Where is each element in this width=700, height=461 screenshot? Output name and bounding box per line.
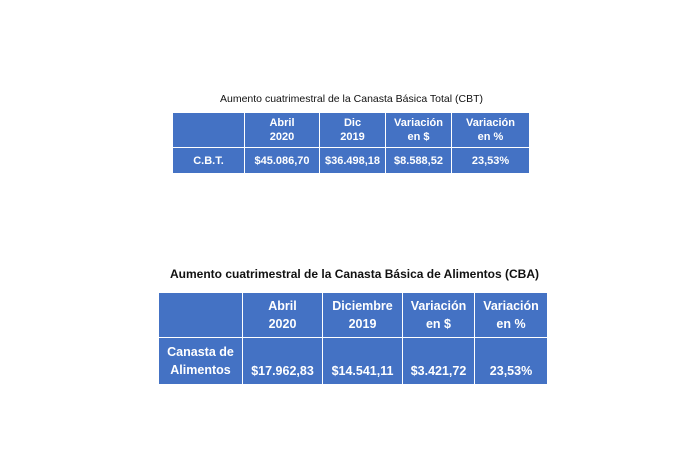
row-label-line: Alimentos (170, 363, 231, 377)
header-variacion-pesos (386, 113, 452, 148)
header-line: Variación (466, 117, 515, 129)
cell-variacion-porcentaje: 23,53% (475, 338, 548, 385)
header-line: Abril (269, 117, 295, 129)
row-label (159, 338, 243, 385)
header-line: Diciembre (332, 299, 393, 313)
header-line: en $ (407, 131, 430, 143)
table-header-row (159, 293, 548, 338)
header-empty (173, 113, 245, 148)
header-line: Variación (394, 117, 443, 129)
table-row (159, 338, 548, 385)
header-abril-2020 (245, 113, 320, 148)
cell-variacion-pesos: $8.588,52 (386, 148, 452, 174)
row-label-line: Canasta de (167, 345, 234, 359)
cell-abril-2020: $45.086,70 (245, 148, 320, 174)
header-dic-2019 (320, 113, 386, 148)
header-line: en % (496, 317, 526, 331)
header-line: 2019 (340, 131, 365, 143)
header-variacion-porcentaje (452, 113, 530, 148)
header-line: 2019 (348, 317, 377, 331)
table-header-row (173, 113, 530, 148)
cbt-table (172, 112, 530, 174)
header-line: en % (477, 131, 504, 143)
cell-variacion-pesos: $3.421,72 (403, 338, 475, 385)
cell-abril-2020: $17.962,83 (243, 338, 323, 385)
header-empty (159, 293, 243, 338)
cba-table (158, 292, 548, 385)
header-line: 2020 (269, 131, 295, 143)
header-line: Abril (268, 299, 297, 313)
header-line: Variación (410, 299, 467, 313)
header-variacion-porcentaje (475, 293, 548, 338)
header-diciembre-2019 (323, 293, 403, 338)
row-label: C.B.T. (173, 148, 245, 174)
header-line: 2020 (268, 317, 297, 331)
table1-caption: Aumento cuatrimestral de la Canasta Básica Total (CBT) (220, 93, 484, 105)
header-variacion-pesos (403, 293, 475, 338)
cell-variacion-porcentaje: 23,53% (452, 148, 530, 174)
header-line: en $ (425, 317, 451, 331)
header-line: Dic (343, 117, 362, 129)
cell-diciembre-2019: $14.541,11 (323, 338, 403, 385)
header-line: Variación (483, 299, 539, 313)
cell-dic-2019: $36.498,18 (320, 148, 386, 174)
table-row (173, 148, 530, 174)
table2-caption: Aumento cuatrimestral de la Canasta Básica de Alimentos (CBA) (170, 267, 539, 281)
header-abril-2020 (243, 293, 323, 338)
